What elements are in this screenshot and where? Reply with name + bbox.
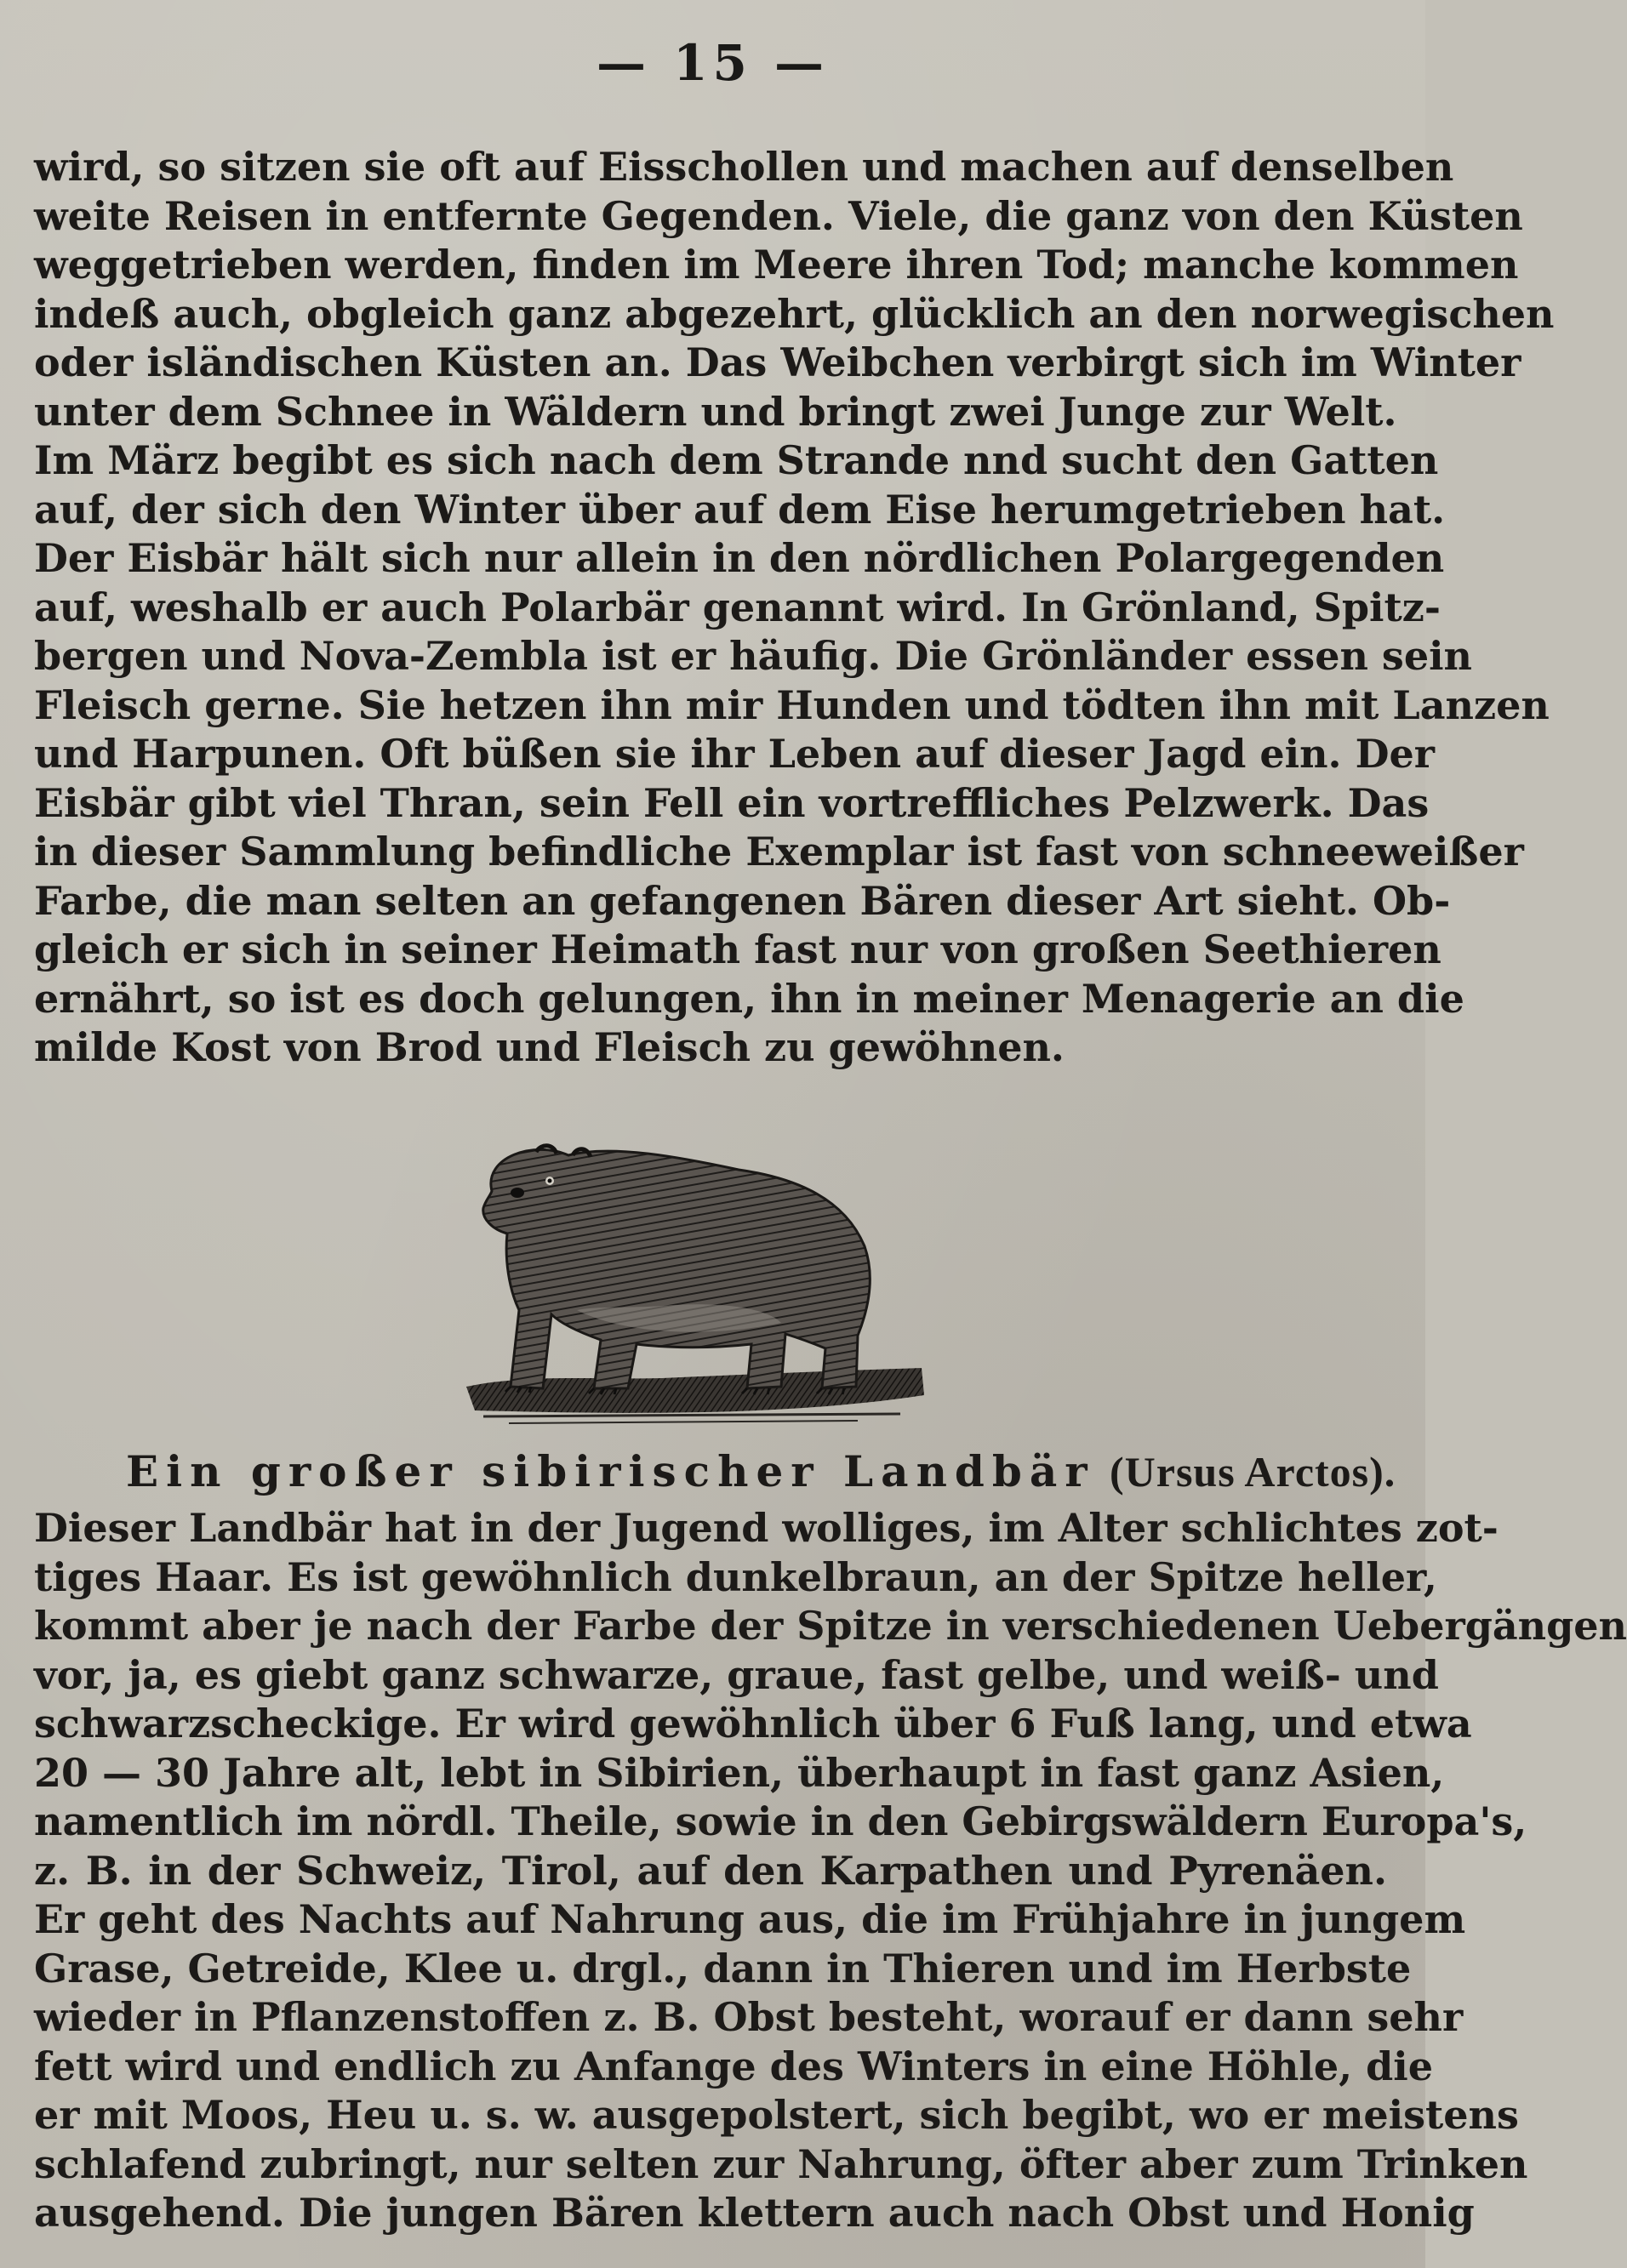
bear-icon bbox=[458, 1140, 934, 1442]
text-line: weite Reisen in entfernte Gegenden. Viele, die ganz von den Küsten bbox=[34, 192, 1523, 239]
text-line: weggetrieben werden, finden im Meere ihren Tod; manche kommen bbox=[34, 242, 1519, 288]
text-line: tiges Haar. Es ist gewöhnlich dunkelbraun, an der Spitze heller, bbox=[34, 1553, 1437, 1600]
text-line: vor, ja, es giebt ganz schwarze, graue, fast gelbe, und weiß- und bbox=[34, 1651, 1439, 1698]
page-number: — 15 — bbox=[596, 34, 830, 92]
text-line: und Harpunen. Oft büßen sie ihr Leben auf dieser Jagd ein. Der bbox=[34, 731, 1435, 777]
text-line: milde Kost von Brod und Fleisch zu gewöhnen. bbox=[34, 1024, 1065, 1070]
text-line: Fleisch gerne. Sie hetzen ihn mir Hunden und tödten ihn mit Lanzen bbox=[34, 681, 1550, 728]
section-heading bbox=[126, 1446, 1396, 1497]
text-line: Farbe, die man selten an gefangenen Bären dieser Art sieht. Ob- bbox=[34, 877, 1451, 924]
text-line: wird, so sitzen sie oft auf Eisschollen und machen auf denselben bbox=[34, 144, 1454, 190]
text-line: z. B. in der Schweiz, Tirol, auf den Karpathen und Pyrenäen. bbox=[34, 1847, 1387, 1894]
text-line: auf, weshalb er auch Polarbär genannt wird. In Grönland, Spitz- bbox=[34, 584, 1441, 630]
text-line: schlafend zubringt, nur selten zur Nahrung, öfter aber zum Trinken bbox=[34, 2140, 1528, 2187]
text-line: bergen und Nova-Zembla ist er häufig. Die Grönländer essen sein bbox=[34, 633, 1473, 679]
heading-title: Ein großer sibirischer Landbär bbox=[126, 1446, 1095, 1496]
top-paragraph bbox=[34, 143, 1555, 1073]
text-line: Eisbär gibt viel Thran, sein Fell ein vortreffliches Pelzwerk. Das bbox=[34, 779, 1430, 826]
text-line: oder isländischen Küsten an. Das Weibchen verbirgt sich im Winter bbox=[34, 339, 1521, 385]
text-line: Dieser Landbär hat in der Jugend wolliges, im Alter schlichtes zot- bbox=[34, 1505, 1499, 1551]
text-line: gleich er sich in seiner Heimath fast nur von großen Seethieren bbox=[34, 926, 1441, 972]
text-line: in dieser Sammlung befindliche Exemplar ist fast von schneeweißer bbox=[34, 829, 1524, 875]
text-line: auf, der sich den Winter über auf dem Eise herumgetrieben hat. bbox=[34, 486, 1446, 533]
text-line: Im März begibt es sich nach dem Strande nnd sucht den Gatten bbox=[34, 437, 1439, 483]
text-line: ernährt, so ist es doch gelungen, ihn in meiner Menagerie an die bbox=[34, 975, 1464, 1022]
bottom-paragraph bbox=[34, 1504, 1627, 2238]
text-line: er mit Moos, Heu u. s. w. ausgepolstert, sich begibt, wo er meistens bbox=[34, 2092, 1519, 2138]
bear-illustration bbox=[458, 1140, 934, 1442]
text-line: indeß auch, obgleich ganz abgezehrt, glücklich an den norwegischen bbox=[34, 290, 1555, 337]
text-line: 20 — 30 Jahre alt, lebt in Sibirien, überhaupt in fast ganz Asien, bbox=[34, 1749, 1445, 1796]
text-line: kommt aber je nach der Farbe der Spitze in verschiedenen Uebergängen bbox=[34, 1603, 1627, 1649]
text-line: Grase, Getreide, Klee u. drgl., dann in Thieren und im Herbste bbox=[34, 1945, 1412, 1992]
text-line: fett wird und endlich zu Anfange des Winters in eine Höhle, die bbox=[34, 2043, 1434, 2089]
text-line: wieder in Pflanzenstoffen z. B. Obst besteht, worauf er dann sehr bbox=[34, 1994, 1464, 2040]
text-line: schwarzscheckige. Er wird gewöhnlich über 6 Fuß lang, und etwa bbox=[34, 1701, 1472, 1747]
text-line: Der Eisbär hält sich nur allein in den nördlichen Polargegenden bbox=[34, 535, 1445, 581]
heading-latin-name: (Ursus Arctos). bbox=[1110, 1448, 1396, 1496]
text-line: unter dem Schnee in Wäldern und bringt zwei Junge zur Welt. bbox=[34, 388, 1397, 435]
text-line: ausgehend. Die jungen Bären klettern auch nach Obst und Honig bbox=[34, 2190, 1475, 2236]
text-line: Er geht des Nachts auf Nahrung aus, die im Frühjahre in jungem bbox=[34, 1896, 1466, 1942]
text-line: namentlich im nördl. Theile, sowie in den Gebirgswäldern Europa's, bbox=[34, 1798, 1527, 1844]
